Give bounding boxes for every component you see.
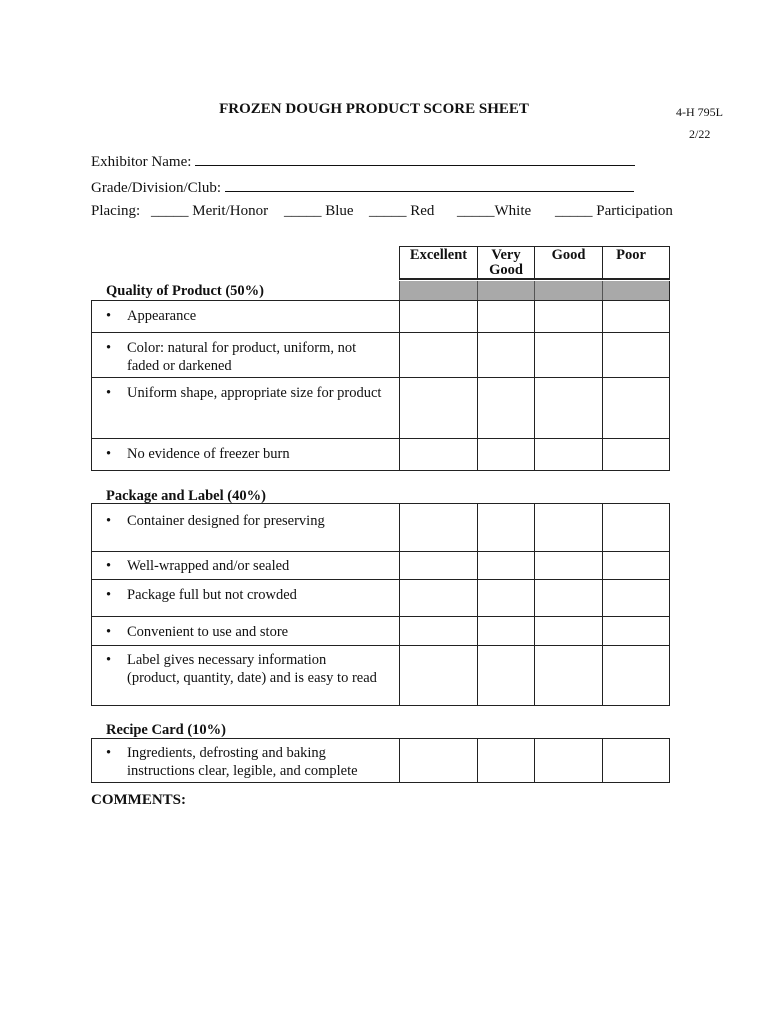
- row-divider: [91, 551, 670, 552]
- bullet-icon: •: [106, 652, 112, 668]
- column-divider: [534, 503, 535, 706]
- bullet-icon: •: [106, 385, 112, 401]
- section-heading-quality: Quality of Product (50%): [106, 283, 265, 299]
- column-divider: [399, 281, 400, 300]
- column-divider: [399, 738, 400, 783]
- column-divider: [534, 738, 535, 783]
- bullet-icon: •: [106, 624, 112, 640]
- column-divider: [477, 300, 478, 471]
- column-poor: Poor: [616, 247, 646, 263]
- row-divider: [91, 616, 670, 617]
- column-divider: [477, 281, 478, 300]
- placing-participation[interactable]: _____ Participation: [555, 203, 673, 219]
- exhibitor-name-field[interactable]: [195, 152, 635, 166]
- row-divider: [91, 332, 670, 333]
- placing-white[interactable]: _____White: [457, 203, 532, 219]
- form-date: 2/22: [689, 127, 711, 141]
- row-divider: [91, 579, 670, 580]
- bullet-icon: •: [106, 745, 112, 761]
- column-divider: [602, 300, 603, 471]
- form-code: 4-H 795L: [676, 105, 723, 119]
- section-heading-recipe: Recipe Card (10%): [106, 722, 227, 738]
- column-divider: [477, 738, 478, 783]
- placing-red[interactable]: _____ Red: [369, 203, 435, 219]
- column-good: Good: [551, 247, 586, 263]
- comments-label: COMMENTS:: [91, 792, 186, 808]
- page-title: FROZEN DOUGH PRODUCT SCORE SHEET: [219, 101, 529, 117]
- exhibitor-name-label: Exhibitor Name:: [91, 154, 192, 170]
- bullet-icon: •: [106, 446, 112, 462]
- column-divider: [477, 503, 478, 706]
- row-divider: [91, 377, 670, 378]
- column-divider: [399, 300, 400, 471]
- grade-division-club-row: [91, 178, 634, 197]
- grade-division-club-label: Grade/Division/Club:: [91, 180, 221, 196]
- exhibitor-name-row: [91, 152, 635, 171]
- placing-row: [91, 203, 140, 220]
- bullet-icon: •: [106, 558, 112, 574]
- row-divider: [91, 438, 670, 439]
- column-divider: [602, 281, 603, 300]
- column-excellent: Excellent: [409, 247, 468, 263]
- column-divider: [477, 246, 478, 280]
- column-divider: [534, 281, 535, 300]
- placing-label: Placing:: [91, 203, 141, 219]
- placing-blue[interactable]: _____ Blue: [284, 203, 354, 219]
- section-heading-package: Package and Label (40%): [106, 488, 266, 504]
- placing-merit-honor[interactable]: _____ Merit/Honor: [151, 203, 269, 219]
- column-very-good: Very Good: [489, 247, 523, 278]
- column-divider: [602, 503, 603, 706]
- bullet-icon: •: [106, 513, 112, 529]
- grade-division-club-field[interactable]: [225, 178, 634, 192]
- column-divider: [602, 738, 603, 783]
- bullet-icon: •: [106, 340, 112, 356]
- column-divider: [399, 503, 400, 706]
- bullet-icon: •: [106, 308, 112, 324]
- column-divider: [534, 300, 535, 471]
- row-divider: [91, 645, 670, 646]
- bullet-icon: •: [106, 587, 112, 603]
